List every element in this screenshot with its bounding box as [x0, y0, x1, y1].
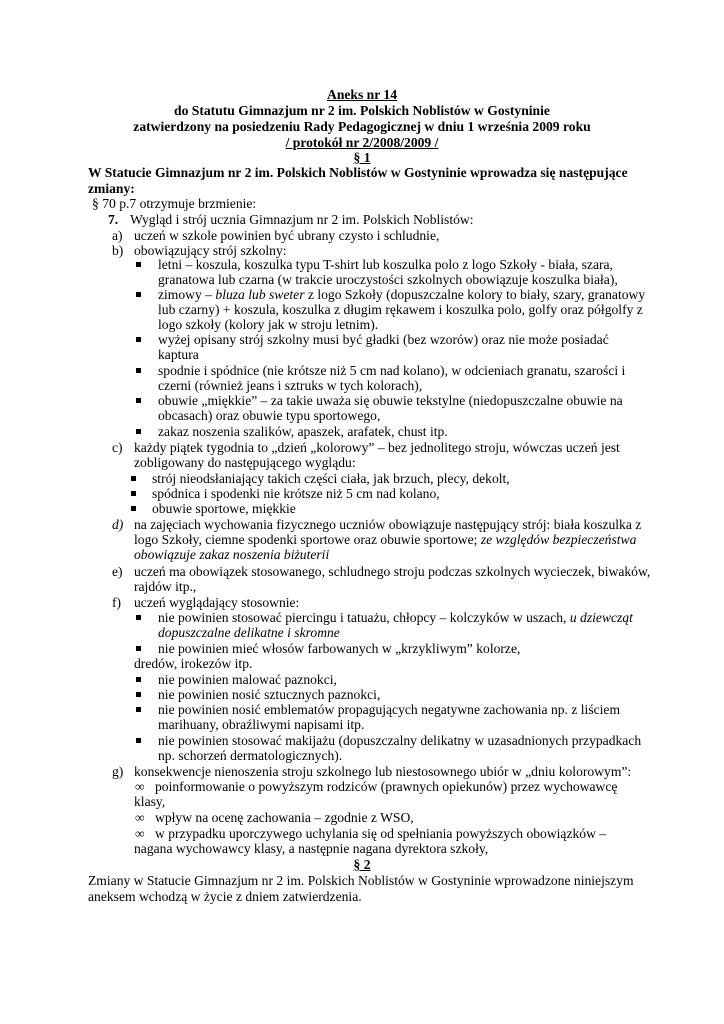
- item-a-text: uczeń w szkole powinien być ubrany czysto i schludnie,: [134, 228, 440, 243]
- infinity-bullet-icon: ∞: [135, 779, 145, 794]
- g-reprimand-line-2: nagana wychowawcy klasy, a następnie nagana dyrektora szkoły,: [134, 841, 489, 856]
- section-1-title: § 1: [353, 150, 371, 165]
- bullet-square-icon: [136, 615, 141, 620]
- section-2-line-1: Zmiany w Statucie Gimnazjum nr 2 im. Polskich Noblistów w Gostyninie wprowadzone niniejszym: [88, 873, 634, 888]
- f-makeup-line-1: nie powinien stosować makijażu (dopuszczalny delikatny w uzasadnionych przypadkach: [158, 733, 642, 748]
- item-d-label: d): [112, 517, 124, 532]
- bullet-square-icon: [136, 262, 141, 267]
- b-trousers-line-1: spodnie i spódnice (nie krótsze niż 5 cm nad kolano), w odcieniach granatu, szarości i: [158, 363, 626, 378]
- f-emblems-line-2: marihuany, obraźliwymi napisami itp.: [158, 717, 365, 732]
- bullet-square-icon: [136, 337, 141, 342]
- f-piercing-line-1: nie powinien stosować piercingu i tatuażu, chłopcy – kolczyków w uszach, u dziewcząt: [158, 610, 633, 625]
- b-plain-line-2: kaptura: [158, 347, 199, 362]
- annex-title: Aneks nr 14: [327, 87, 397, 102]
- g-grade: wpływ na ocenę zachowania – zgodnie z WSO,: [155, 810, 414, 825]
- infinity-bullet-icon: ∞: [135, 826, 145, 841]
- infinity-bullet-icon: ∞: [135, 810, 145, 825]
- bullet-square-icon: [136, 646, 141, 651]
- bullet-square-icon: [136, 677, 141, 682]
- f-hair-line-2: dredów, irokezów itp.: [134, 656, 253, 671]
- item-c-label: c): [112, 440, 123, 455]
- d-line-1: na zajęciach wychowania fizycznego uczniów obowiązuje następujący strój: biała koszulka z: [134, 517, 642, 532]
- f-makeup-line-2: np. schorzeń dermatologicznych).: [158, 748, 343, 763]
- item-b-text: obowiązujący strój szkolny:: [134, 243, 287, 258]
- f-nails-paint: nie powinien malować paznokci,: [158, 672, 337, 687]
- f-hair-line-1: nie powinien mieć włosów farbowanych w „krzykliwym” kolorze,: [158, 641, 521, 656]
- f-text: uczeń wyglądający stosownie:: [134, 595, 300, 610]
- item-f-label: f): [112, 595, 122, 610]
- c-line-1: każdy piątek tygodnia to „dzień „kolorowy” – bez jednolitego stroju, wówczas uczeń jest: [134, 440, 620, 455]
- bullet-square-icon: [136, 292, 141, 297]
- f-emblems-line-1: nie powinien nosić emblematów propagujących negatywne zachowania np. z liściem: [158, 702, 621, 717]
- c-item-2: spódnica i spodenki nie krótsze niż 5 cm nad kolano,: [152, 486, 440, 501]
- g-inform-line-1: poinformowanie o powyższym rodziców (prawnych opiekunów) przez wychowawcę: [155, 779, 618, 794]
- b-ban-line: zakaz noszenia szalików, apaszek, arafatek, chust itp.: [158, 424, 448, 439]
- item-a-label: a): [112, 228, 123, 243]
- point-number: 7.: [108, 212, 119, 227]
- bullet-square-icon: [136, 738, 141, 743]
- b-winter-line-2: lub czarny) + koszula, koszulka z długim rękawem i koszulka polo, golfy oraz półgolfy z: [158, 302, 643, 317]
- intro-line-2: zmiany:: [88, 181, 135, 196]
- f-nails-artificial: nie powinien nosić sztucznych paznokci,: [158, 687, 381, 702]
- b-summer-line-1: letni – koszula, koszulka typu T-shirt lub koszulka polo z logo Szkoły - biała, szara,: [158, 257, 613, 272]
- b-winter-line-3: logo szkoły (kolory jak w stroju letnim).: [158, 317, 379, 332]
- section-2-title: § 2: [353, 857, 371, 872]
- bullet-square-icon: [131, 476, 136, 481]
- f-piercing-line-2: dopuszczalne delikatne i skromne: [158, 625, 340, 640]
- bullet-square-icon: [136, 692, 141, 697]
- intro-line-3: § 70 p.7 otrzymuje brzmienie:: [92, 196, 257, 211]
- approval-line: zatwierdzony na posiedzeniu Rady Pedagogicznej w dniu 1 września 2009 roku: [133, 119, 591, 134]
- b-shoes-line-2: obcasach) oraz obuwie typu sportowego,: [158, 408, 381, 423]
- b-trousers-line-2: czerni (również jeans i sztruks w tych kolorach),: [158, 378, 423, 393]
- b-shoes-line-1: obuwie „miękkie” – za takie uważa się obuwie tekstylne (niedopuszczalne obuwie na: [158, 393, 623, 408]
- b-plain-line-1: wyżej opisany strój szkolny musi być gładki (bez wzorów) oraz nie może posiadać: [158, 332, 609, 347]
- c-item-1: strój nieodsłaniający takich części ciała, jak brzuch, plecy, dekolt,: [152, 471, 510, 486]
- bullet-square-icon: [131, 491, 136, 496]
- bullet-square-icon: [131, 506, 136, 511]
- e-line-2: rajdów itp.,: [134, 579, 197, 594]
- item-e-label: e): [112, 564, 123, 579]
- item-b-label: b): [112, 243, 124, 258]
- g-inform-line-2: klasy,: [134, 794, 166, 809]
- bullet-square-icon: [136, 707, 141, 712]
- d-line-3: obowiązuje zakaz noszenia biżuterii: [134, 547, 330, 562]
- bullet-square-icon: [136, 368, 141, 373]
- section-2-line-2: aneksem wchodzą w życie z dniem zatwierdzenia.: [88, 889, 362, 904]
- b-summer-line-2: granatowa lub czarna (w trakcie uroczystości szkolnych obowiązuje koszulka biała),: [158, 272, 618, 287]
- c-line-2: zobligowany do następującego wyglądu:: [134, 455, 356, 470]
- bullet-square-icon: [136, 429, 141, 434]
- item-g-label: g): [112, 764, 124, 779]
- b-winter-line-1: zimowy – bluza lub sweter z logo Szkoły (dopuszczalne kolory to biały, szary, granatowy: [158, 287, 646, 302]
- e-line-1: uczeń ma obowiązek stosowanego, schludnego stroju podczas szkolnych wycieczek, biwaków,: [134, 564, 651, 579]
- g-reprimand-line-1: w przypadku uporczywego uchylania się od spełniania powyższych obowiązków –: [155, 826, 607, 841]
- protocol-line: / protokół nr 2/2008/2009 /: [285, 135, 439, 150]
- g-text: konsekwencje nienoszenia stroju szkolnego lub niestosownego ubiór w „dniu kolorowym”:: [134, 764, 632, 779]
- annex-subtitle: do Statutu Gimnazjum nr 2 im. Polskich Noblistów w Gostyninie: [174, 103, 550, 118]
- point-title: Wygląd i strój ucznia Gimnazjum nr 2 im. Polskich Noblistów:: [130, 212, 474, 227]
- c-item-3: obuwie sportowe, miękkie: [152, 501, 296, 516]
- d-line-2: logo Szkoły, ciemne spodenki sportowe oraz obuwie sportowe; ze względów bezpieczeństwa: [134, 532, 637, 547]
- intro-line-1: W Statucie Gimnazjum nr 2 im. Polskich Noblistów w Gostyninie wprowadza się następujące: [88, 165, 628, 180]
- bullet-square-icon: [136, 398, 141, 403]
